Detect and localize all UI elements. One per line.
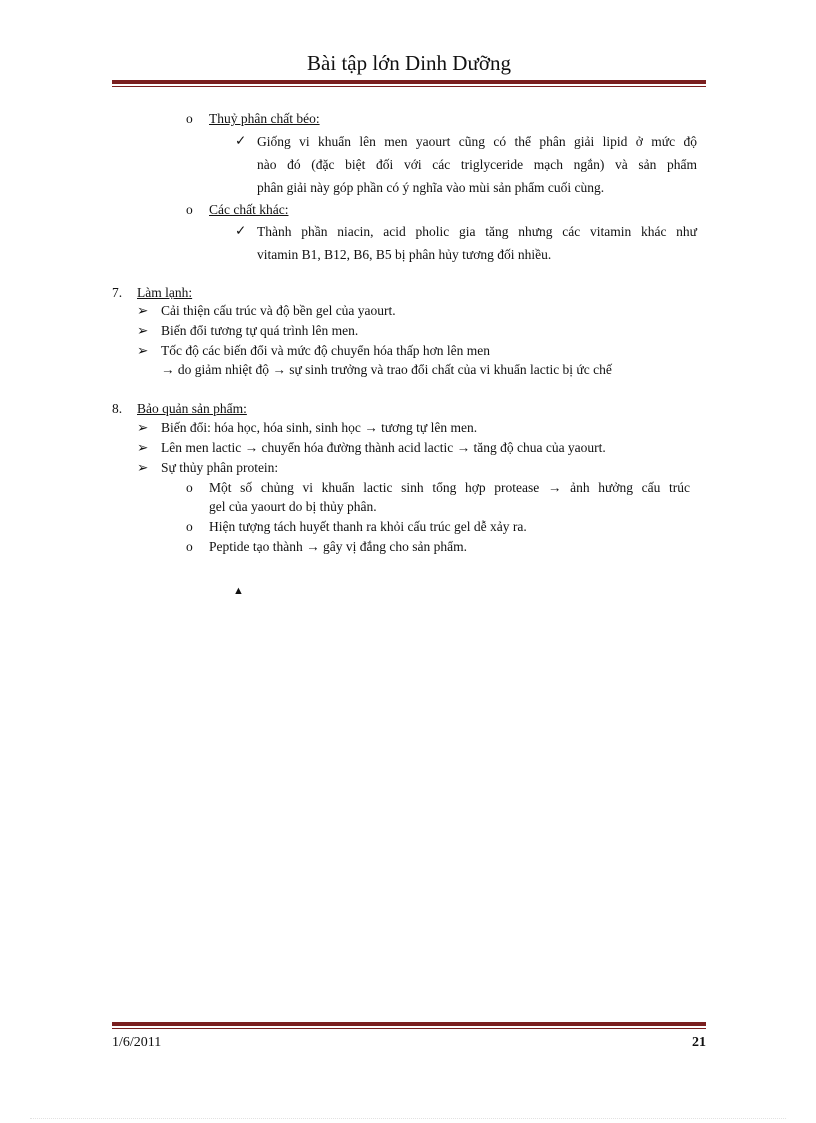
section-7-item-1: Cải thiện cấu trúc và độ bền gel của yaourt. <box>161 303 396 318</box>
arrow-bullet-icon: ➢ <box>137 343 149 358</box>
sub-bullet: o <box>186 539 193 554</box>
sub-bullet: o <box>186 519 193 534</box>
fat-text-line-3: phân giải này góp phần có ý nghĩa vào mùi sản phẩm cuối cùng. <box>257 180 605 195</box>
section-8-number: 8. <box>112 401 123 416</box>
section-8-item-1: Biến đổi: hóa học, hóa sinh, sinh học → tương tự lên men. <box>161 420 478 435</box>
fat-heading: Thuỷ phân chất béo: <box>209 111 320 126</box>
section-8-item-2: Lên men lactic → chuyển hóa đường thành acid lactic → tăng độ chua của yaourt. <box>161 440 606 455</box>
page-header-title: Bài tập lớn Dinh Dưỡng <box>307 51 511 75</box>
page-bottom-border <box>30 1118 786 1119</box>
section-7-item-2: Biến đổi tương tự quá trình lên men. <box>161 323 359 338</box>
section-7-number: 7. <box>112 285 123 300</box>
section-7-item-3: Tốc độ các biến đổi và mức độ chuyển hóa thấp hơn lên men <box>161 343 490 358</box>
section-8-sub-3: Peptide tạo thành → gây vị đắng cho sản phẩm. <box>209 539 467 554</box>
section-7-title: Làm lạnh: <box>137 285 193 300</box>
arrow-bullet-icon: ➢ <box>137 420 149 435</box>
arrow-bullet-icon: ➢ <box>137 323 149 338</box>
header-rule <box>112 80 706 87</box>
footer-rule <box>112 1022 706 1029</box>
other-text-line-1: Thành phần niacin, acid pholic gia tăng nhưng các vitamin khác như <box>257 224 697 239</box>
sub-bullet: o <box>186 480 193 495</box>
footer-page-number: 21 <box>692 1035 706 1050</box>
section-7-continuation: → do giảm nhiệt độ → sự sinh trưởng và trao đổi chất của vi khuẩn lactic bị ức chế <box>161 362 612 377</box>
footer-date: 1/6/2011 <box>112 1035 162 1050</box>
arrow-bullet-icon: ➢ <box>137 440 149 455</box>
arrow-bullet-icon: ➢ <box>137 460 149 475</box>
fat-text-line-2: nào đó (đặc biệt đối với các triglyceride mạch ngắn) và sản phẩm <box>257 157 697 172</box>
fat-bullet: o <box>186 111 193 126</box>
arrow-bullet-icon: ➢ <box>137 303 149 318</box>
other-text-line-2: vitamin B1, B12, B6, B5 bị phân hủy tương đối nhiều. <box>257 247 552 262</box>
section-8-sub-1-line-2: gel của yaourt do bị thủy phân. <box>209 499 377 514</box>
section-8-title: Bảo quản sản phẩm: <box>137 401 247 416</box>
other-check-icon: ✓ <box>235 223 247 238</box>
other-heading: Các chất khác: <box>209 202 289 217</box>
section-8-item-3: Sự thủy phân protein: <box>161 460 279 475</box>
fat-text-line-1: Giống vi khuẩn lên men yaourt cũng có thể phân giải lipid ở mức độ <box>257 134 697 149</box>
triangle-marker-icon: ▲ <box>233 585 244 597</box>
other-bullet: o <box>186 202 193 217</box>
section-8-sub-1-line-1: Một số chủng vi khuẩn lactic sinh tổng hợp protease → ảnh hưởng cấu trúc <box>209 480 690 495</box>
fat-check-icon: ✓ <box>235 133 247 148</box>
section-8-sub-2: Hiện tượng tách huyết thanh ra khỏi cấu trúc gel dễ xảy ra. <box>209 519 527 534</box>
